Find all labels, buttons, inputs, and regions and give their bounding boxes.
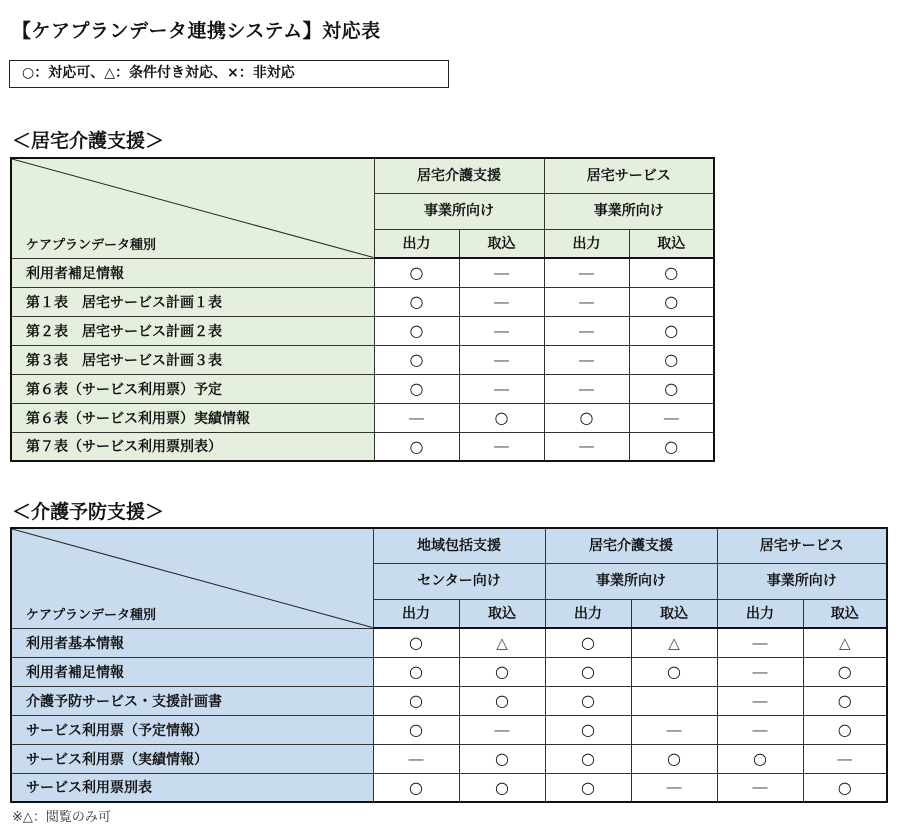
support-cell: ○ <box>629 287 714 316</box>
legend-box: ○：対応可、△：条件付き対応、×：非対応 <box>9 60 449 88</box>
table-row <box>11 432 714 461</box>
support-cell: ― <box>459 432 544 461</box>
row-label: 利用者補足情報 <box>11 258 374 287</box>
table-row <box>11 345 714 374</box>
support-cell: ○ <box>373 628 459 657</box>
sub-header: 出力 <box>545 599 631 628</box>
support-cell: ○ <box>803 773 887 802</box>
section2-group-header: 居宅介護支援 <box>545 528 717 564</box>
support-cell: ○ <box>717 744 803 773</box>
sub-header: 取込 <box>629 229 714 258</box>
support-cell: ○ <box>629 316 714 345</box>
table-row <box>11 316 714 345</box>
table-row <box>11 403 714 432</box>
support-cell: ○ <box>545 657 631 686</box>
section1-table <box>10 157 715 462</box>
table-row <box>11 715 887 744</box>
support-cell: ― <box>803 744 887 773</box>
row-label: 利用者補足情報 <box>11 657 373 686</box>
section2-group-header-line2: 事業所向け <box>545 564 717 599</box>
section2-group-header-line2: センター向け <box>373 564 545 599</box>
sub-header: 取込 <box>631 599 717 628</box>
support-cell: ― <box>631 773 717 802</box>
section1-title: ＜居宅介護支援＞ <box>12 130 165 152</box>
support-cell: ○ <box>374 316 459 345</box>
support-cell: ― <box>717 715 803 744</box>
support-cell: ○ <box>629 374 714 403</box>
support-cell: ― <box>717 657 803 686</box>
sub-header: 取込 <box>459 229 544 258</box>
page-title: 【ケアプランデータ連携システム】対応表 <box>12 20 381 42</box>
support-cell: ― <box>459 258 544 287</box>
support-cell: △ <box>803 628 887 657</box>
row-label: 第６表（サービス利用票）実績情報 <box>11 403 374 432</box>
section1-corner-cell <box>11 158 374 258</box>
support-cell: ○ <box>374 374 459 403</box>
support-cell: ○ <box>459 744 545 773</box>
support-cell: ○ <box>544 403 629 432</box>
section2-corner-cell <box>11 528 373 628</box>
support-cell: ― <box>717 686 803 715</box>
support-cell: ― <box>459 345 544 374</box>
support-cell: ○ <box>631 744 717 773</box>
table-row <box>11 686 887 715</box>
support-cell: ○ <box>459 773 545 802</box>
support-cell: ○ <box>373 686 459 715</box>
support-cell: ○ <box>629 432 714 461</box>
sub-header: 出力 <box>373 599 459 628</box>
section2-title: ＜介護予防支援＞ <box>12 501 165 523</box>
table-row <box>11 374 714 403</box>
row-label: 利用者基本情報 <box>11 628 373 657</box>
row-label: 第１表 居宅サービス計画１表 <box>11 287 374 316</box>
support-cell: ○ <box>803 657 887 686</box>
table-row <box>11 628 887 657</box>
support-cell: ○ <box>629 258 714 287</box>
footnote: ※△：閲覧のみ可 <box>12 810 111 825</box>
support-cell: ― <box>459 715 545 744</box>
support-cell: ○ <box>631 657 717 686</box>
section2-table <box>10 527 888 803</box>
corner-label: ケアプランデータ種別 <box>26 237 157 253</box>
support-cell: ○ <box>545 744 631 773</box>
support-cell: ○ <box>374 345 459 374</box>
sub-header: 取込 <box>459 599 545 628</box>
support-cell: ○ <box>373 657 459 686</box>
sub-header: 取込 <box>803 599 887 628</box>
row-label: 第２表 居宅サービス計画２表 <box>11 316 374 345</box>
row-label: サービス利用票（実績情報） <box>11 744 373 773</box>
sub-header: 出力 <box>374 229 459 258</box>
section1-group-header-line2: 事業所向け <box>544 194 714 229</box>
section2-group-header: 居宅サービス <box>717 528 887 564</box>
support-cell: ○ <box>459 657 545 686</box>
support-cell: ○ <box>545 773 631 802</box>
row-label: 第３表 居宅サービス計画３表 <box>11 345 374 374</box>
support-cell: ○ <box>803 686 887 715</box>
support-cell: ○ <box>629 345 714 374</box>
support-cell: ― <box>629 403 714 432</box>
table-row <box>11 657 887 686</box>
sub-header: 出力 <box>717 599 803 628</box>
table-row <box>11 773 887 802</box>
support-cell: ○ <box>373 715 459 744</box>
support-cell: ○ <box>374 432 459 461</box>
table-row <box>11 287 714 316</box>
support-cell: ○ <box>374 258 459 287</box>
support-cell: ― <box>544 316 629 345</box>
section1-group-header-line2: 事業所向け <box>374 194 544 229</box>
row-label: 第６表（サービス利用票）予定 <box>11 374 374 403</box>
section1-group-header: 居宅介護支援 <box>374 158 544 194</box>
support-cell: ○ <box>803 715 887 744</box>
row-label: 第７表（サービス利用票別表） <box>11 432 374 461</box>
support-cell: △ <box>459 628 545 657</box>
support-cell: ○ <box>545 715 631 744</box>
table-row <box>11 744 887 773</box>
support-cell <box>631 686 717 715</box>
support-cell: ○ <box>374 287 459 316</box>
table-row <box>11 258 714 287</box>
sub-header: 出力 <box>544 229 629 258</box>
support-cell: ― <box>459 287 544 316</box>
support-cell: ― <box>544 374 629 403</box>
support-cell: ― <box>544 345 629 374</box>
support-cell: △ <box>631 628 717 657</box>
support-cell: ○ <box>545 686 631 715</box>
support-cell: ― <box>459 374 544 403</box>
support-cell: ― <box>544 432 629 461</box>
support-cell: ― <box>544 287 629 316</box>
support-cell: ― <box>373 744 459 773</box>
support-cell: ― <box>717 773 803 802</box>
support-cell: ○ <box>373 773 459 802</box>
support-cell: ― <box>631 715 717 744</box>
row-label: 介護予防サービス・支援計画書 <box>11 686 373 715</box>
section1-group-header: 居宅サービス <box>544 158 714 194</box>
section2-group-header: 地域包括支援 <box>373 528 545 564</box>
support-cell: ― <box>544 258 629 287</box>
support-cell: ○ <box>459 403 544 432</box>
row-label: サービス利用票別表 <box>11 773 373 802</box>
row-label: サービス利用票（予定情報） <box>11 715 373 744</box>
support-cell: ○ <box>459 686 545 715</box>
support-cell: ― <box>717 628 803 657</box>
support-cell: ○ <box>545 628 631 657</box>
support-cell: ― <box>374 403 459 432</box>
support-cell: ― <box>459 316 544 345</box>
section2-group-header-line2: 事業所向け <box>717 564 887 599</box>
corner-label: ケアプランデータ種別 <box>26 607 157 623</box>
